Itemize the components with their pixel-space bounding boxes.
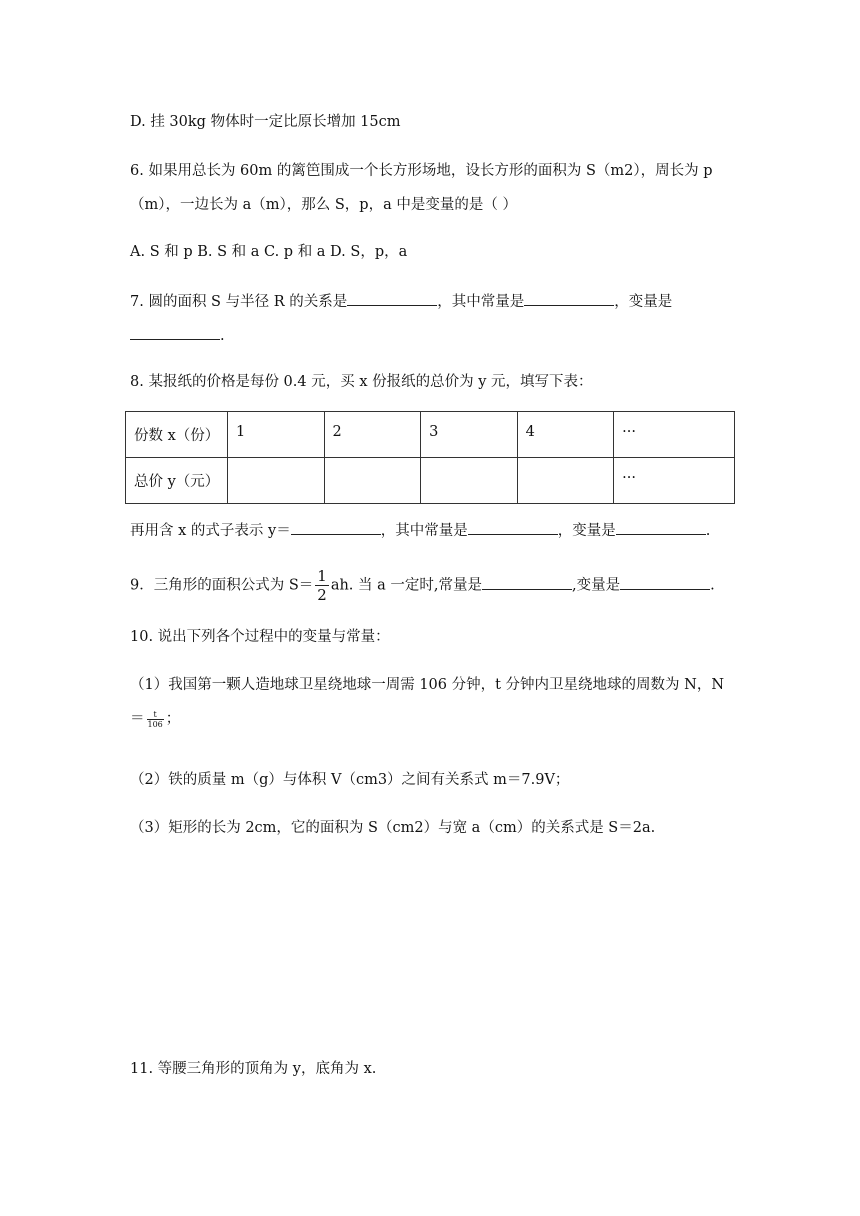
table-cell: 3 xyxy=(421,412,518,458)
q10-item1-line2 xyxy=(130,709,180,729)
q7-text-3: ，变量是 xyxy=(614,294,673,310)
q7-line2 xyxy=(130,325,225,346)
q10-item2: （2）铁的质量 m（g）与体积 V（cm3）之间有关系式 m＝7.9V； xyxy=(130,772,570,788)
q7-text-2: ，其中常量是 xyxy=(437,294,525,310)
fraction-denominator: 2 xyxy=(317,586,327,604)
q9-blank-variable[interactable] xyxy=(620,575,710,590)
table-row xyxy=(126,458,735,504)
table-cell: 4 xyxy=(517,412,614,458)
q9-line xyxy=(130,567,715,604)
q7-blank-constant[interactable] xyxy=(524,291,614,306)
q5-option-d: D. 挂 30kg 物体时一定比原长增加 15cm xyxy=(130,114,401,130)
table-cell-blank[interactable] xyxy=(517,458,614,504)
q9-end: . xyxy=(710,577,715,594)
table-row xyxy=(126,412,735,458)
table-cell: 1 xyxy=(228,412,325,458)
table-cell: 2 xyxy=(324,412,421,458)
fraction-numerator: t xyxy=(147,710,164,720)
q9-mid: ah. 当 a 一定时,常量是 xyxy=(330,577,483,594)
q10-item1-end: ； xyxy=(165,711,181,727)
q8-follow xyxy=(130,520,710,541)
q8-follow-end: . xyxy=(705,523,711,539)
q8-intro: 8. 某报纸的价格是每份 0.4 元，买 x 份报纸的总价为 y 元，填写下表： xyxy=(130,374,593,390)
q8-table xyxy=(125,411,735,504)
q8-follow-text-2: ，其中常量是 xyxy=(380,523,468,539)
q6-line2: （m），一边长为 a（m），那么 S，p，a 中是变量的是（ ） xyxy=(130,197,517,213)
q8-follow-text-1: 再用含 x 的式子表示 y＝ xyxy=(130,523,291,539)
q9-prefix: 9．三角形的面积公式为 S＝ xyxy=(130,577,314,594)
q6-line1: 6. 如果用总长为 60m 的篱笆围成一个长方形场地，设长方形的面积为 S（m2），周长为 p xyxy=(130,163,713,179)
q9-sep: ,变量是 xyxy=(572,577,621,594)
q10-item1-fraction xyxy=(147,710,164,729)
table-cell: ··· xyxy=(614,458,735,504)
q9-fraction xyxy=(315,567,329,604)
q9-blank-constant[interactable] xyxy=(482,575,572,590)
q7-blank-relation[interactable] xyxy=(347,291,437,306)
fraction-denominator: 106 xyxy=(147,719,163,729)
q7-line1 xyxy=(130,291,672,312)
table-cell-blank[interactable] xyxy=(228,458,325,504)
q11: 11. 等腰三角形的顶角为 y，底角为 x. xyxy=(130,1061,377,1077)
table-cell-blank[interactable] xyxy=(324,458,421,504)
q8-follow-text-3: ，变量是 xyxy=(557,523,616,539)
q7-blank-variable[interactable] xyxy=(130,325,220,340)
fraction-numerator: 1 xyxy=(317,567,327,585)
q7-end: . xyxy=(220,328,225,344)
table-cell: ··· xyxy=(614,412,735,458)
q7-text-1: 7. 圆的面积 S 与半径 R 的关系是 xyxy=(130,294,348,310)
q10-item1-eq: ＝ xyxy=(130,711,145,727)
table-cell: 总价 y（元） xyxy=(126,458,228,504)
q10-item3: （3）矩形的长为 2cm，它的面积为 S（cm2）与宽 a（cm）的关系式是 S＝2a. xyxy=(130,820,656,836)
q10-item1-line1: （1）我国第一颗人造地球卫星绕地球一周需 106 分钟，t 分钟内卫星绕地球的周数为 N，N xyxy=(130,677,725,693)
q8-blank-formula[interactable] xyxy=(291,520,381,535)
q6-options: A. S 和 p B. S 和 a C. p 和 a D. S，p，a xyxy=(130,244,408,260)
q8-blank-variable[interactable] xyxy=(616,520,706,535)
table-cell: 份数 x（份） xyxy=(126,412,228,458)
q10-title: 10. 说出下列各个过程中的变量与常量： xyxy=(130,629,390,645)
table-cell-blank[interactable] xyxy=(421,458,518,504)
q8-blank-constant[interactable] xyxy=(468,520,558,535)
